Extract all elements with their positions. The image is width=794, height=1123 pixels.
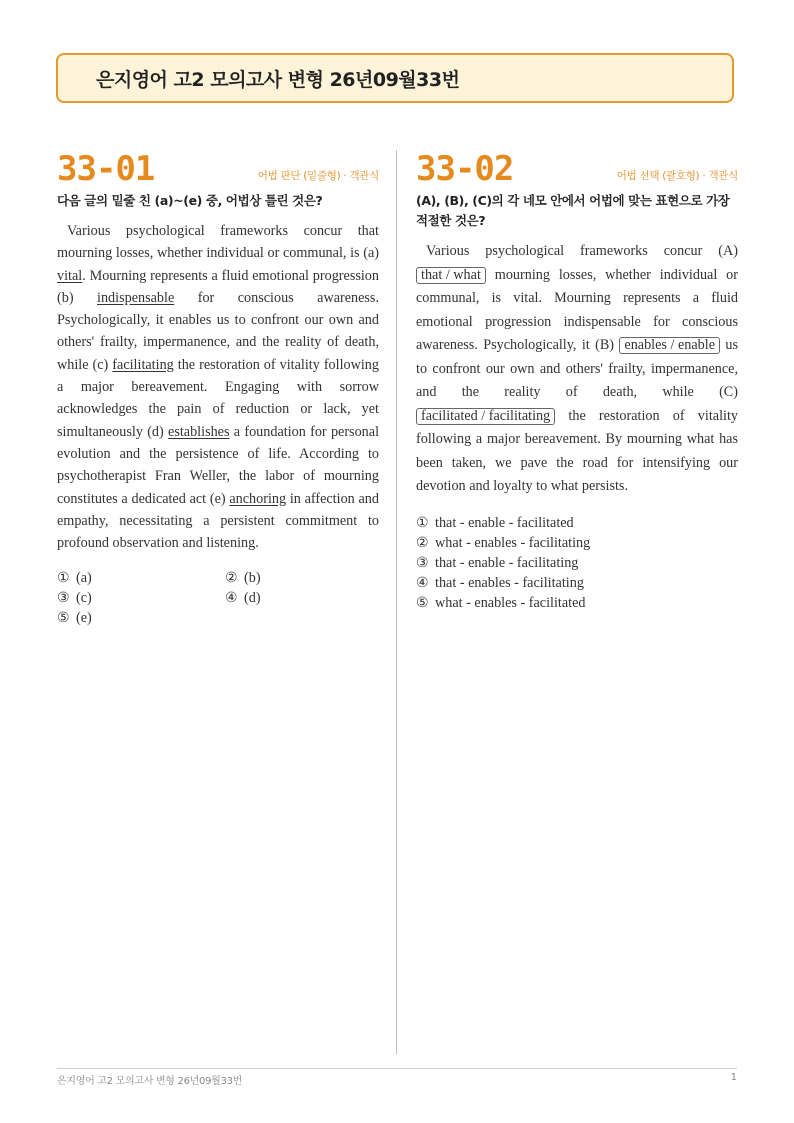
underlined-d: establishes xyxy=(168,423,230,440)
header-banner xyxy=(56,53,734,103)
question-number: 33-01 xyxy=(57,149,155,189)
passage-text: us to confront our own and others' frailty, impermanence, and the reality of death, while (C) xyxy=(416,337,738,400)
footer-title: 은지영어 고2 모의고사 변형 26년09월33번 xyxy=(57,1076,242,1087)
choice-box-b: enables / enable xyxy=(619,337,720,354)
footer-divider xyxy=(57,1068,737,1069)
choice-4[interactable]: ④ that - enables - facilitating xyxy=(416,574,584,591)
underlined-e: anchoring xyxy=(229,490,287,507)
choice-5[interactable]: ⑤ what - enables - facilitated xyxy=(416,594,586,611)
question-33-02 xyxy=(416,150,738,613)
choice-1[interactable]: ① that - enable - facilitated xyxy=(416,514,574,531)
passage xyxy=(57,220,379,554)
question-type: 어법 판단 (밑줄형) · 객관식 xyxy=(257,170,379,182)
passage-text: for conscious awareness. Psychologically, it enables us to confront our own and others' frailty, impermanence, and the reality of death, while (c) xyxy=(57,289,379,373)
column-divider xyxy=(396,150,397,1054)
question-header xyxy=(57,149,379,189)
answer-choices xyxy=(416,513,738,613)
choice-3[interactable]: ③ that - enable - facilitating xyxy=(416,554,579,571)
page-number: 1 xyxy=(730,1072,737,1083)
underlined-b: indispensable xyxy=(97,289,175,306)
question-33-01 xyxy=(57,150,379,628)
passage-text: the restoration of vitality following a major bereavement. Engaging with sorrow acknowledges the pain of reduction or lack, yet simultaneously (d) xyxy=(57,356,379,440)
underlined-c: facilitating xyxy=(112,356,174,373)
page-title: 은지영어 고2 모의고사 변형 26년09월33번 xyxy=(96,68,460,91)
passage-text: a foundation for personal evolution and the persistence of life. According to psychotherapist Fran Weller, the labor of mourning constitutes a dedicated act (e) xyxy=(57,423,380,507)
answer-choices xyxy=(57,568,379,628)
question-number: 33-02 xyxy=(416,149,514,189)
passage xyxy=(416,240,738,499)
choice-2[interactable]: ② (b) xyxy=(225,570,261,587)
question-prompt: (A), (B), (C)의 각 네모 안에서 어법에 맞는 표현으로 가장 적절한 것은? xyxy=(416,193,730,228)
passage-text: . Mourning represents a fluid emotional progression (b) xyxy=(57,267,379,306)
passage-text: in affection and empathy, necessitating a persistent commitment to profound observation and listening. xyxy=(57,490,379,552)
choice-3[interactable]: ③ (c) xyxy=(57,590,92,607)
passage-text: Various psychological frameworks concur that mourning losses, whether individual or communal, is (a) xyxy=(57,223,379,262)
choice-box-a: that / what xyxy=(416,267,486,284)
question-prompt: 다음 글의 밑줄 친 (a)~(e) 중, 어법상 틀린 것은? xyxy=(57,193,323,208)
choice-box-c: facilitated / facilitating xyxy=(416,408,555,425)
passage-text: Various psychological frameworks concur (A) xyxy=(426,243,738,259)
question-type: 어법 선택 (괄호형) · 객관식 xyxy=(616,170,738,182)
choice-5[interactable]: ⑤ (e) xyxy=(57,610,92,627)
choice-1[interactable]: ① (a) xyxy=(57,570,92,587)
underlined-a: vital xyxy=(57,267,83,284)
passage-text: the restoration of vitality following a major bereavement. By mourning what has been taken, we pave the road for intensifying our devotion and loyalty to what persists. xyxy=(416,407,738,494)
question-header xyxy=(416,149,738,189)
choice-4[interactable]: ④ (d) xyxy=(225,590,261,607)
choice-2[interactable]: ② what - enables - facilitating xyxy=(416,534,591,551)
passage-text: mourning losses, whether individual or communal, is vital. Mourning represents a fluid emotional progression indispensable for conscious awareness. Psychologically, it (B) xyxy=(416,266,738,353)
